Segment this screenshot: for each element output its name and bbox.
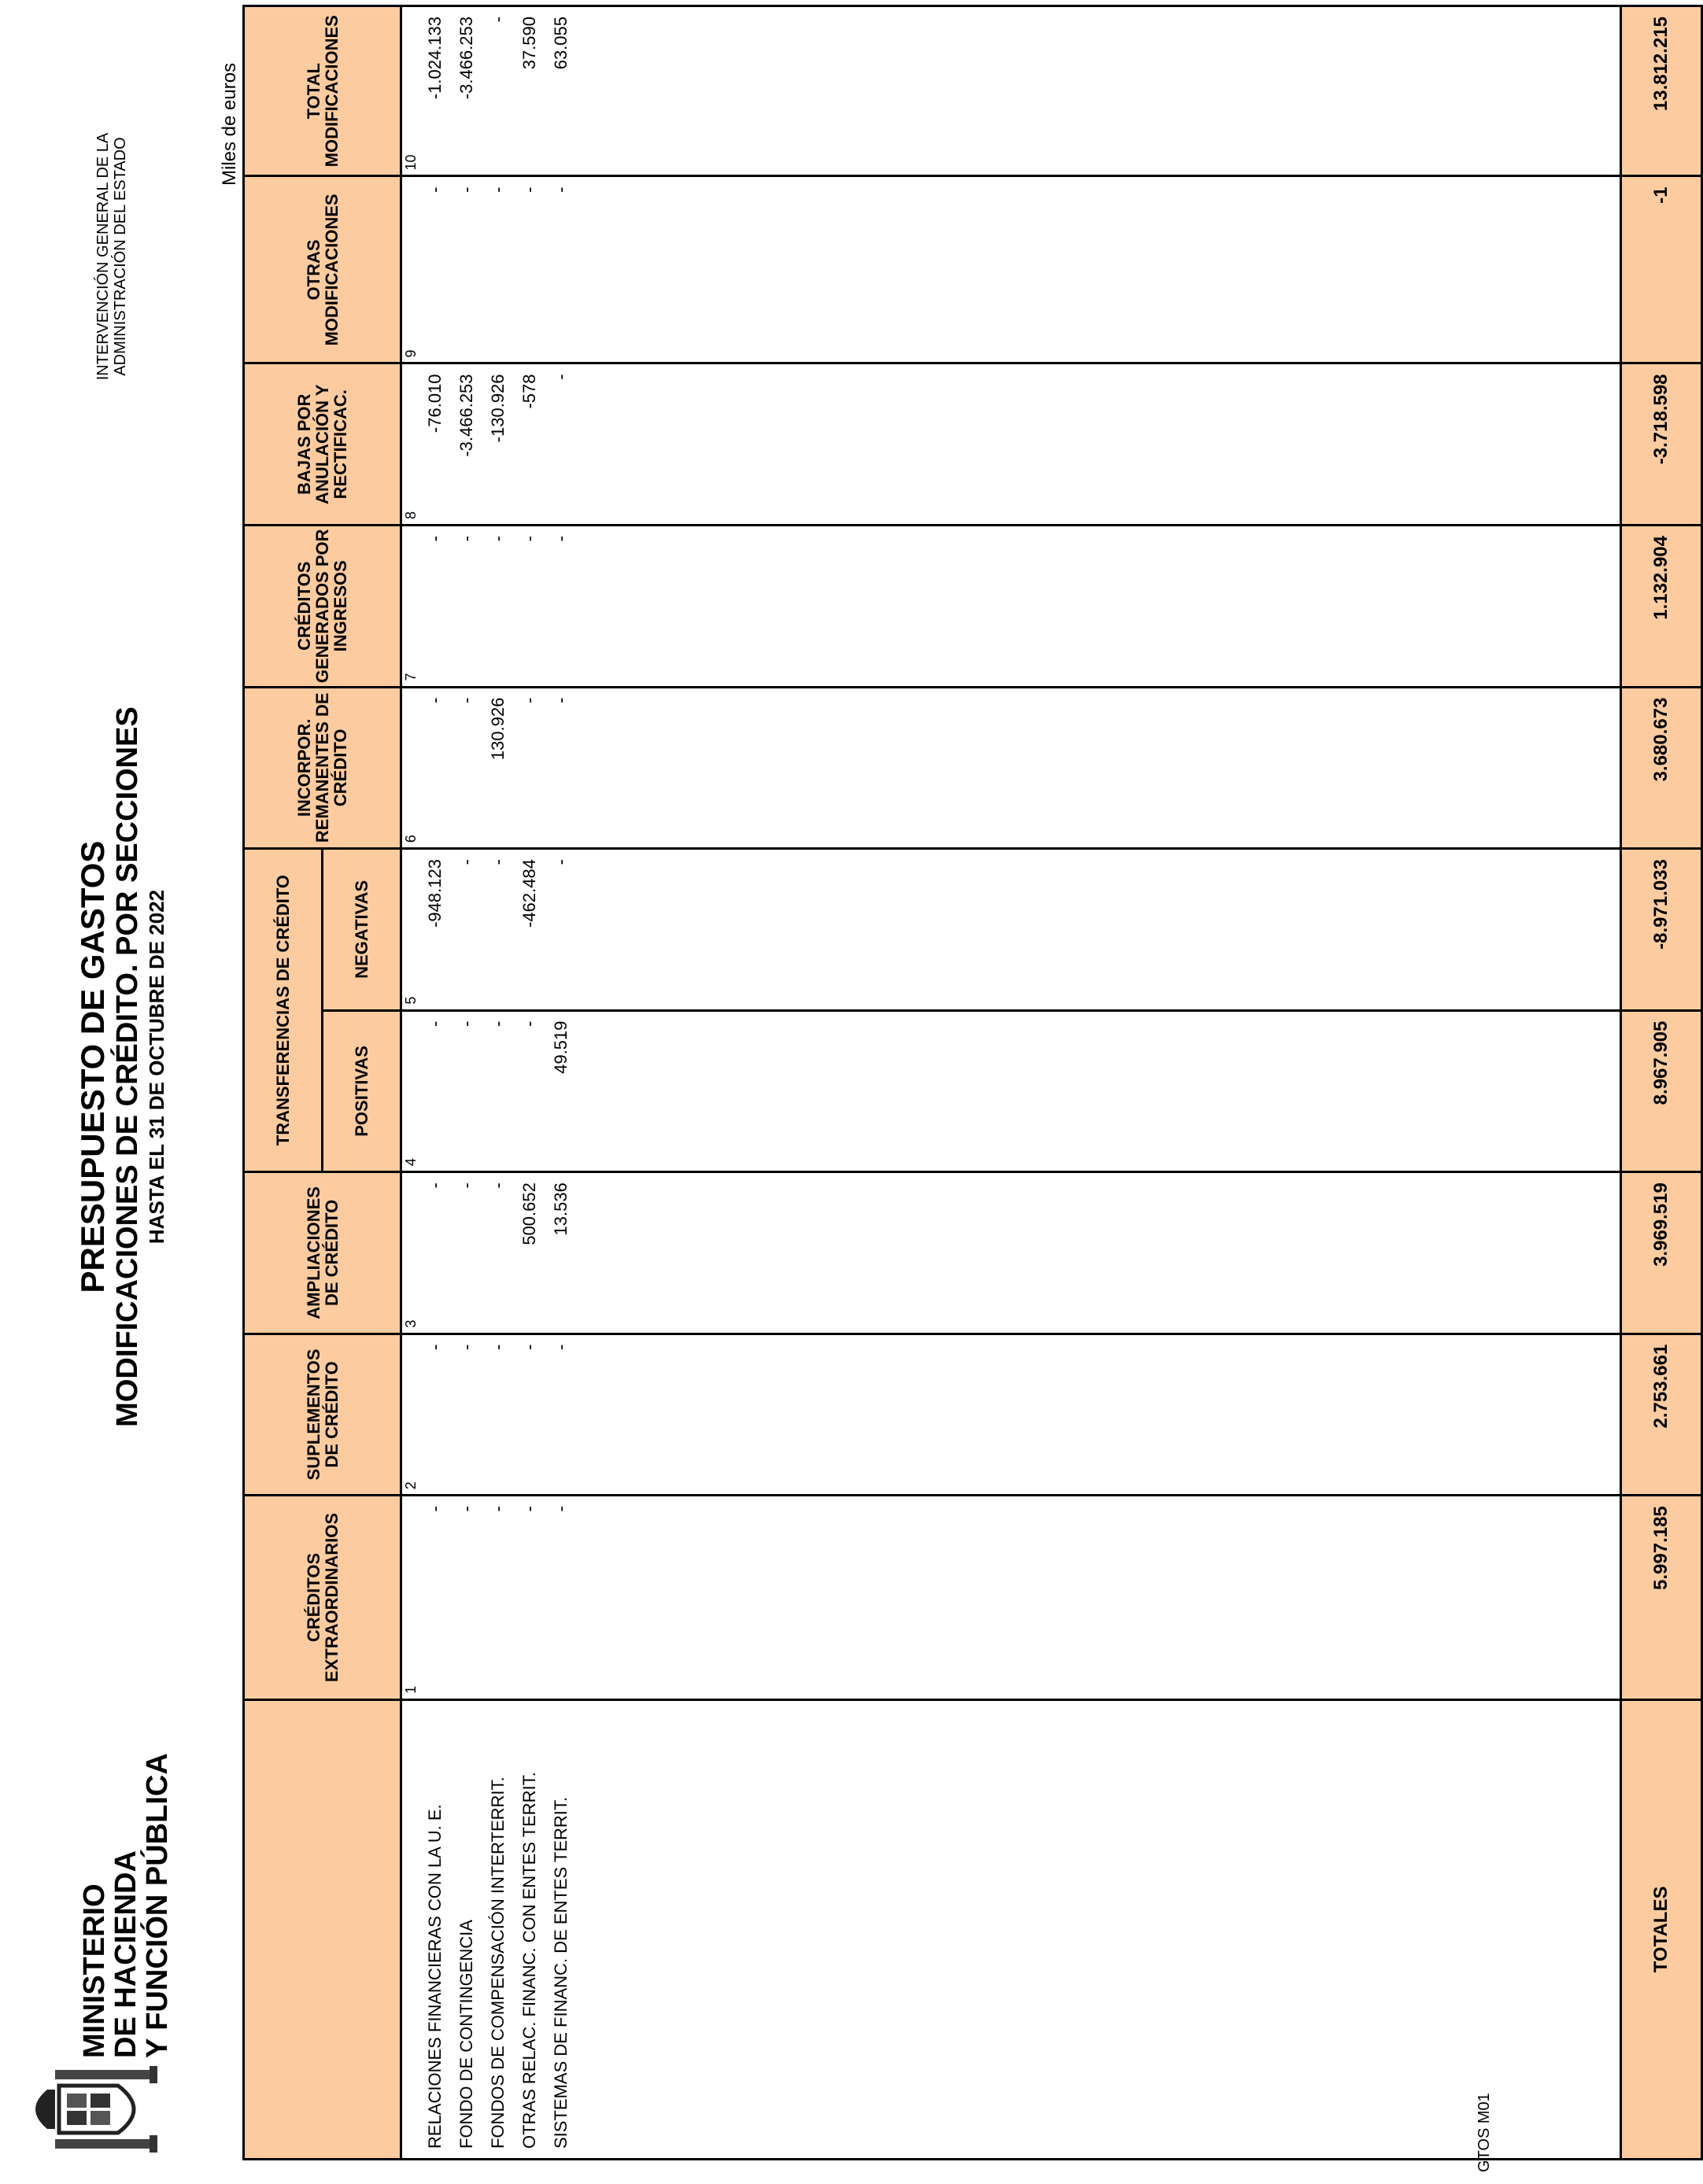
col-header-transferencias: TRANSFERENCIAS DE CRÉDITO: [244, 849, 323, 1172]
col-header-extraordinarios: CRÉDITOS EXTRAORDINARIOS: [244, 1496, 401, 1700]
total-value-5: -8.971.033: [1621, 849, 1702, 1011]
col-header-bajas: BAJAS POR ANULACIÓN Y RECTIFICAC.: [244, 363, 401, 526]
units-label: Miles de euros: [219, 62, 240, 186]
modifications-table: [242, 5, 1703, 2160]
report-code: GTOS M01: [1476, 2093, 1493, 2172]
table-cell: -: [519, 1344, 539, 1350]
table-cell: 13.536: [551, 1182, 571, 1236]
col-header-generados: CRÉDITOS GENERADOS POR INGRESOS: [244, 526, 401, 688]
list-item: RELACIONES FINANCIERAS CON LA U. E.: [425, 1804, 445, 2149]
total-value-2: 2.753.661: [1621, 1334, 1702, 1496]
table-cell: -: [519, 1506, 539, 1512]
table-cell: -: [488, 17, 508, 23]
ministry-line-3: Y FUNCIÓN PÚBLICA: [141, 1753, 174, 2058]
total-value-1: 5.997.185: [1621, 1496, 1702, 1700]
report-date: HASTA EL 31 DE OCTUBRE DE 2022: [145, 889, 168, 1245]
table-cell: -: [425, 1506, 445, 1512]
total-value-10: 13.812.215: [1621, 6, 1702, 176]
table-cell: -: [551, 1344, 571, 1350]
table-cell: -: [519, 536, 539, 542]
totals-label: TOTALES: [1621, 1699, 1702, 2159]
column-number: 9: [403, 349, 419, 358]
table-cell: -: [551, 374, 571, 380]
table-cell: -: [456, 186, 476, 193]
table-cell: 63.055: [551, 17, 571, 70]
column-values-8: [401, 363, 1621, 526]
ministry-name: [79, 1753, 173, 2058]
table-cell: -: [456, 859, 476, 865]
table-cell: -: [425, 1020, 445, 1027]
table-cell: -: [488, 859, 508, 865]
column-number: 10: [403, 154, 419, 171]
igae-line-1: INTERVENCIÓN GENERAL DE LA: [94, 132, 112, 381]
column-values-10: [401, 6, 1621, 176]
list-item: FONDO DE CONTINGENCIA: [456, 1920, 476, 2149]
column-values-6: [401, 687, 1621, 849]
column-number: 6: [403, 835, 419, 843]
table-cell: -: [519, 1020, 539, 1027]
table-cell: -: [425, 536, 445, 542]
igae-line-2: ADMINISTRACIÓN DEL ESTADO: [112, 137, 129, 376]
ministry-line-2: DE HACIENDA: [109, 1850, 142, 2058]
table-cell: -: [488, 1182, 508, 1189]
table-cell: -: [456, 1182, 476, 1189]
col-header-suplementos: SUPLEMENTOS DE CRÉDITO: [244, 1334, 401, 1496]
column-values-5: [401, 849, 1621, 1011]
table-cell: -: [456, 536, 476, 542]
report-title: PRESUPUESTO DE GASTOS: [74, 840, 111, 1293]
table-cell: -: [488, 186, 508, 193]
table-cell: -: [551, 1506, 571, 1512]
igae-heading: [94, 83, 129, 430]
table-cell: -: [519, 186, 539, 193]
table-cell: -: [456, 1020, 476, 1027]
coat-of-arms-icon: [24, 2066, 173, 2153]
table-cell: -: [488, 536, 508, 542]
table-cell: 37.590: [519, 17, 539, 70]
list-item: FONDOS DE COMPENSACIÓN INTERTERRIT.: [488, 1776, 508, 2149]
column-number: 7: [403, 673, 419, 681]
col-header-negativas: NEGATIVAS: [323, 849, 401, 1011]
column-values-4: [401, 1010, 1621, 1172]
table-body-row: [401, 6, 1621, 2160]
column-number: 1: [403, 1685, 419, 1694]
total-value-6: 3.680.673: [1621, 687, 1702, 849]
header-blank: [244, 1699, 401, 2159]
table-cell: -: [488, 1020, 508, 1027]
table-cell: 500.652: [519, 1182, 539, 1245]
column-values-7: [401, 526, 1621, 688]
total-value-3: 3.969.519: [1621, 1172, 1702, 1334]
table-cell: -76.010: [425, 374, 445, 433]
total-value-7: 1.132.904: [1621, 526, 1702, 688]
table-cell: -578: [519, 374, 539, 409]
report-subtitle: MODIFICACIONES DE CRÉDITO. POR SECCIONES: [111, 706, 144, 1427]
list-item: SISTEMAS DE FINANC. DE ENTES TERRIT.: [551, 1797, 571, 2149]
table-cell: -: [551, 536, 571, 542]
total-value-8: -3.718.598: [1621, 363, 1702, 526]
table-cell: -: [488, 1506, 508, 1512]
column-values-9: [401, 176, 1621, 363]
column-values-2: [401, 1334, 1621, 1496]
table-cell: -462.484: [519, 859, 539, 928]
total-value-9: -1: [1621, 176, 1702, 363]
table-cell: -: [456, 697, 476, 703]
table-cell: -: [456, 1506, 476, 1512]
table-cell: -3.466.253: [456, 374, 476, 457]
table-cell: 49.519: [551, 1020, 571, 1074]
column-number: 4: [403, 1158, 419, 1167]
column-number: 2: [403, 1481, 419, 1490]
ministry-line-1: MINISTERIO: [78, 1883, 111, 2058]
list-item: OTRAS RELAC. FINANC. CON ENTES TERRIT.: [519, 1772, 539, 2149]
col-header-ampliaciones: AMPLIACIONES DE CRÉDITO: [244, 1172, 401, 1334]
table-cell: -: [425, 1344, 445, 1350]
col-header-positivas: POSITIVAS: [323, 1010, 401, 1172]
column-values-3: [401, 1172, 1621, 1334]
table-cell: -: [425, 697, 445, 703]
table-cell: 130.926: [488, 697, 508, 761]
total-value-4: 8.967.905: [1621, 1010, 1702, 1172]
table-cell: -: [425, 186, 445, 193]
column-number: 3: [403, 1319, 419, 1328]
table-cell: -3.466.253: [456, 17, 476, 100]
col-header-incorporaciones: INCORPOR. REMANENTES DE CRÉDITO: [244, 687, 401, 849]
col-header-otras: OTRAS MODIFICACIONES: [244, 176, 401, 363]
table-cell: -130.926: [488, 374, 508, 443]
section-labels-cell: [401, 1699, 1621, 2159]
table-cell: -: [551, 859, 571, 865]
table-cell: -: [551, 697, 571, 703]
table-cell: -948.123: [425, 859, 445, 928]
column-number: 5: [403, 996, 419, 1005]
table-cell: -: [456, 1344, 476, 1350]
col-header-total: TOTAL MODIFICACIONES: [244, 6, 401, 176]
column-number: 8: [403, 511, 419, 519]
totals-row: [1621, 6, 1702, 2160]
table-cell: -: [425, 1182, 445, 1189]
report-titles: [75, 500, 169, 1633]
table-cell: -: [519, 697, 539, 703]
column-values-1: [401, 1496, 1621, 1700]
table-cell: -1.024.133: [425, 17, 445, 100]
table-cell: -: [551, 186, 571, 193]
table-cell: -: [488, 1344, 508, 1350]
